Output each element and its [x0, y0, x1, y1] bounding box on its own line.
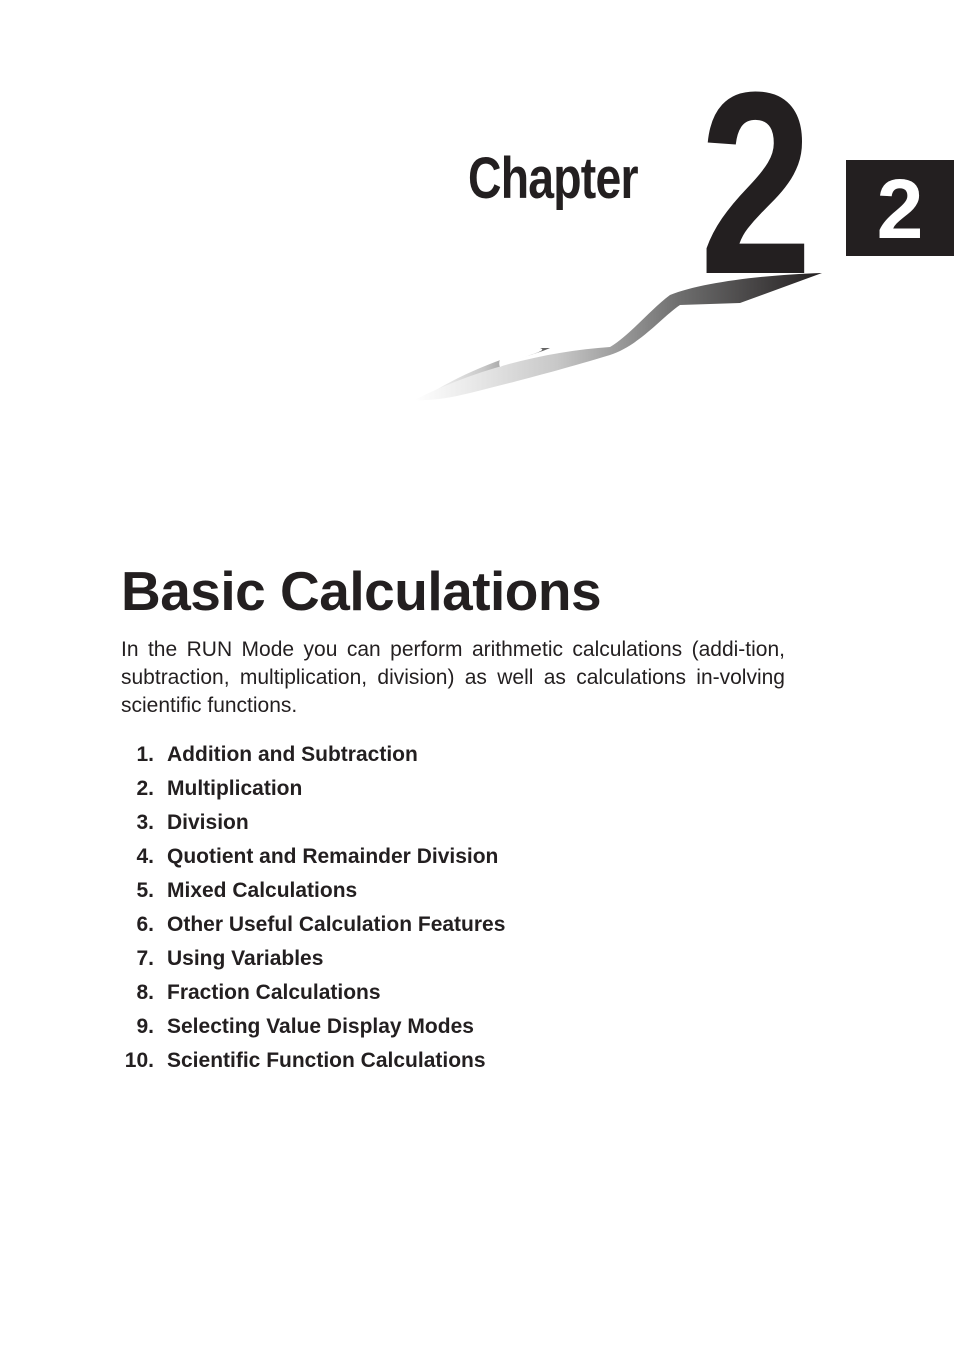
toc-item[interactable]: [121, 1012, 474, 1046]
toc-label: Selecting Value Display Modes: [167, 1015, 474, 1038]
toc-number: 2.: [136, 777, 154, 800]
toc-item[interactable]: [121, 808, 249, 842]
chapter-number-graphic: [400, 55, 840, 415]
toc-item[interactable]: [121, 740, 418, 774]
chapter-tab-number: 2: [876, 162, 924, 256]
toc-number: 10.: [124, 1049, 154, 1072]
big-chapter-number: 2: [699, 55, 813, 329]
toc-number: 4.: [136, 845, 154, 868]
toc-label: Quotient and Remainder Division: [167, 845, 499, 868]
toc-number: 8.: [136, 981, 154, 1004]
toc-label: Mixed Calculations: [167, 879, 358, 902]
toc-item[interactable]: [121, 876, 358, 910]
toc-number: 5.: [136, 879, 154, 902]
chapter-tab: [846, 160, 954, 256]
toc-label: Addition and Subtraction: [167, 743, 418, 766]
toc-number: 9.: [136, 1015, 154, 1038]
toc-item[interactable]: [121, 910, 506, 944]
toc-label: Division: [167, 811, 249, 834]
toc-item[interactable]: [121, 978, 381, 1012]
page-title: Basic Calculations: [121, 560, 602, 622]
toc-label: Other Useful Calculation Features: [167, 913, 506, 936]
table-of-contents: [121, 740, 506, 1080]
toc-number: 7.: [136, 947, 154, 970]
intro-paragraph: In the RUN Mode you can perform arithmetic calculations (addi-tion, subtraction, multiplication, division) as well as calculations in-volving scientific functions.: [121, 638, 785, 717]
toc-number: 6.: [136, 913, 154, 936]
toc-item[interactable]: [121, 944, 324, 978]
toc-item[interactable]: [121, 842, 499, 876]
chapter-label: Chapter: [468, 146, 638, 211]
toc-item[interactable]: [121, 1046, 486, 1080]
toc-label: Multiplication: [167, 777, 303, 800]
toc-label: Scientific Function Calculations: [167, 1049, 486, 1072]
toc-number: 1.: [136, 743, 154, 766]
toc-item[interactable]: [121, 774, 303, 808]
toc-label: Fraction Calculations: [167, 981, 381, 1004]
toc-number: 3.: [136, 811, 154, 834]
toc-label: Using Variables: [167, 947, 324, 970]
